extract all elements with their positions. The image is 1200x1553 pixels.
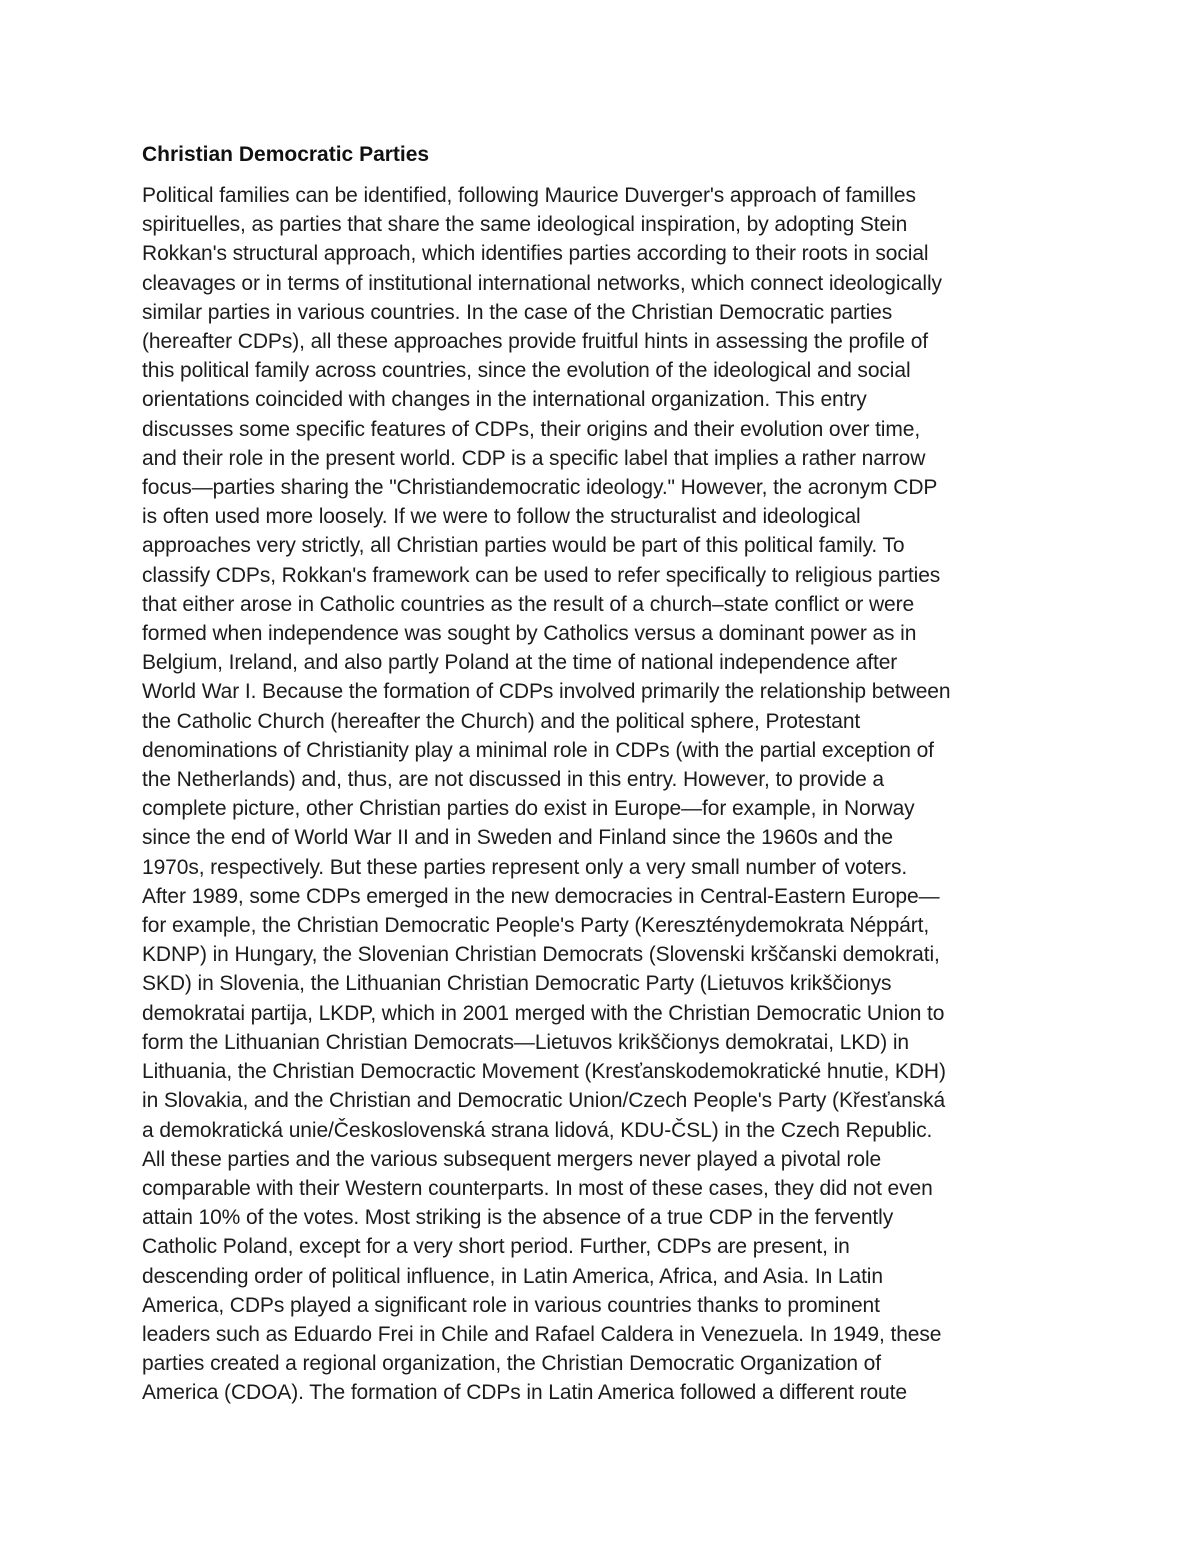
body-line: cleavages or in terms of institutional international networks, which connect ideologically [142, 271, 942, 295]
body-line: parties created a regional organization, the Christian Democratic Organization of [142, 1352, 881, 1376]
body-line: for example, the Christian Democratic People's Party (Kereszténydemokrata Néppárt, [142, 914, 930, 938]
body-line: this political family across countries, since the evolution of the ideological and social [142, 359, 911, 383]
body-line: a demokratická unie/Československá strana lidová, KDU-ČSL) in the Czech Republic. [142, 1118, 933, 1142]
body-line: 1970s, respectively. But these parties represent only a very small number of voters. [142, 855, 908, 879]
body-line: leaders such as Eduardo Frei in Chile and Rafael Caldera in Venezuela. In 1949, these [142, 1322, 942, 1346]
document-body-paragraph [142, 181, 1062, 1408]
body-line: Lithuania, the Christian Democractic Movement (Kresťanskodemokratické hnutie, KDH) [142, 1060, 946, 1084]
body-line: KDNP) in Hungary, the Slovenian Christian Democrats (Slovenski krščanski demokrati, [142, 943, 940, 967]
body-line: focus—parties sharing the "Christiandemocratic ideology." However, the acronym CDP [142, 476, 938, 500]
body-line: since the end of World War II and in Sweden and Finland since the 1960s and the [142, 826, 893, 850]
body-line: attain 10% of the votes. Most striking is the absence of a true CDP in the fervently [142, 1206, 894, 1230]
body-line: complete picture, other Christian parties do exist in Europe—for example, in Norway [142, 797, 915, 821]
body-line: spirituelles, as parties that share the same ideological inspiration, by adopting Stein [142, 213, 908, 237]
body-line: in Slovakia, and the Christian and Democratic Union/Czech People's Party (Křesťanská [142, 1089, 946, 1113]
body-line: descending order of political influence, in Latin America, Africa, and Asia. In Latin [142, 1264, 883, 1288]
body-line: Political families can be identified, following Maurice Duverger's approach of familles [142, 184, 916, 207]
body-line: form the Lithuanian Christian Democrats—Lietuvos krikščionys demokratai, LKD) in [142, 1030, 909, 1054]
body-line: Catholic Poland, except for a very short period. Further, CDPs are present, in [142, 1235, 850, 1259]
body-line: comparable with their Western counterparts. In most of these cases, they did not even [142, 1176, 933, 1200]
body-line: the Catholic Church (hereafter the Church) and the political sphere, Protestant [142, 709, 861, 733]
body-line: America, CDPs played a significant role in various countries thanks to prominent [142, 1293, 880, 1317]
body-line: similar parties in various countries. In the case of the Christian Democratic parties [142, 300, 893, 324]
body-line: demokratai partija, LKDP, which in 2001 merged with the Christian Democratic Union to [142, 1001, 945, 1025]
body-line: is often used more loosely. If we were to follow the structuralist and ideological [142, 505, 861, 529]
document-title: Christian Democratic Parties [142, 143, 430, 166]
body-line: the Netherlands) and, thus, are not discussed in this entry. However, to provide a [142, 768, 884, 792]
body-line: America (CDOA). The formation of CDPs in Latin America followed a different route [142, 1381, 907, 1405]
body-line: discusses some specific features of CDPs, their origins and their evolution over time, [142, 417, 921, 441]
body-line: World War I. Because the formation of CDPs involved primarily the relationship between [142, 680, 951, 704]
body-line: that either arose in Catholic countries as the result of a church–state conflict or were [142, 592, 915, 616]
body-line: (hereafter CDPs), all these approaches provide fruitful hints in assessing the profile of [142, 330, 929, 354]
body-line: approaches very strictly, all Christian parties would be part of this political family. To [142, 534, 905, 558]
body-line: denominations of Christianity play a minimal role in CDPs (with the partial exception of [142, 738, 934, 762]
body-line: and their role in the present world. CDP is a specific label that implies a rather narrow [142, 446, 926, 470]
body-line: orientations coincided with changes in the international organization. This entry [142, 388, 867, 412]
body-line: Belgium, Ireland, and also partly Poland at the time of national independence after [142, 651, 898, 675]
body-line: formed when independence was sought by Catholics versus a dominant power as in [142, 622, 917, 646]
body-line: After 1989, some CDPs emerged in the new democracies in Central-Eastern Europe— [142, 884, 940, 908]
body-line: Rokkan's structural approach, which identifies parties according to their roots in social [142, 242, 929, 266]
body-line: SKD) in Slovenia, the Lithuanian Christian Democratic Party (Lietuvos krikščionys [142, 972, 892, 996]
document-page [142, 140, 1062, 1408]
body-line: All these parties and the various subsequent mergers never played a pivotal role [142, 1147, 882, 1171]
body-line: classify CDPs, Rokkan's framework can be used to refer specifically to religious parties [142, 563, 941, 587]
